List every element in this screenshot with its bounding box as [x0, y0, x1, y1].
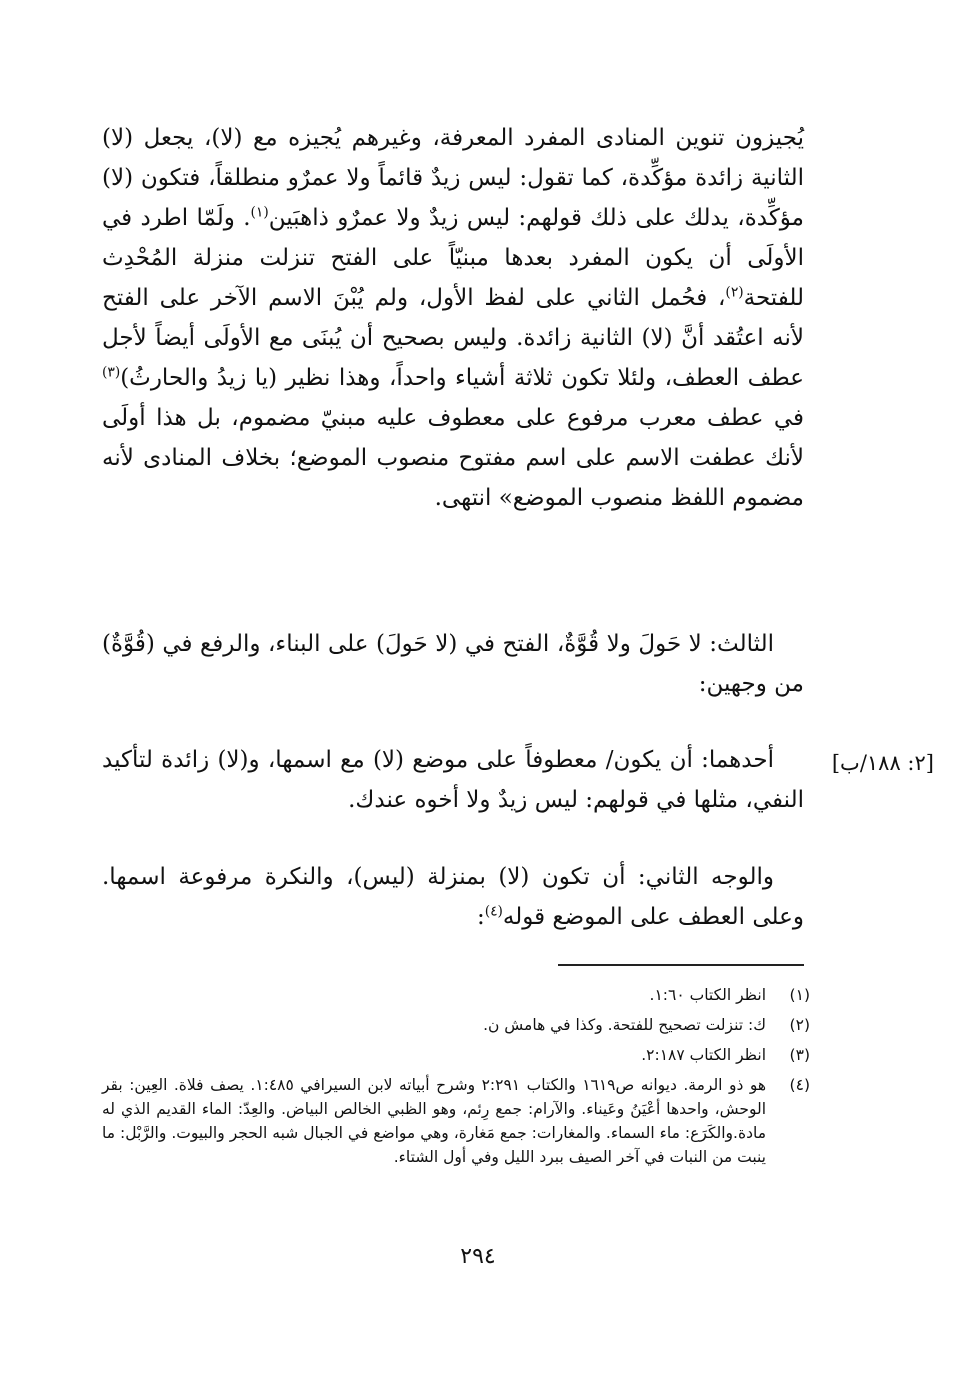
- footnote-text: انظر الكتاب ١:٦٠.: [649, 986, 766, 1004]
- footnote-ref-3[interactable]: (٣): [102, 364, 121, 381]
- paragraph-4-text-a: والوجه الثاني: أن تكون (لا) بمنزلة (ليس)، والنكرة مرفوعة اسمها. وعلى العطف على الموضع قوله: [102, 864, 804, 930]
- footnote-3: [102, 1043, 810, 1067]
- footnote-separator: [558, 964, 804, 966]
- paragraph-1-text-a: يُجيزون تنوين المنادى المفرد المعرفة، وغيرهم يُجيزه مع (لا)، يجعل (لا) الثانية زائدة مؤكِّدة، كما تقول: ليس زيدٌ قائماً ولا عمرٌو منطلقاً، فتكون (لا) مؤكِّدة، يدلك على ذلك قولهم: ليس زيدٌ ولا عمرٌو ذاهبَين: [102, 125, 804, 231]
- paragraph-2: [102, 624, 804, 704]
- paragraph-3-text: أحدهما: أن يكون/ معطوفاً على موضع (لا) مع اسمها، و(لا) زائدة لتأكيد النفي، مثلها في قولهم: ليس زيدٌ ولا أخوه عندك.: [102, 747, 804, 813]
- footnote-number: (٢): [789, 1016, 810, 1034]
- paragraph-4: [102, 857, 804, 937]
- footnote-number: (٣): [789, 1046, 810, 1064]
- footnote-text: ك: تنزلت تصحيح للفتحة. وكذا في هامش ن.: [483, 1016, 766, 1034]
- paragraph-3: [102, 740, 804, 820]
- footnotes: [102, 983, 810, 1175]
- footnote-4: [102, 1073, 810, 1169]
- paragraph-1: [102, 118, 804, 518]
- footnote-text: هو ذو الرمة. ديوانه ص١٦١٩ والكتاب ٢:٢٩١ وشرح أبياته لابن السيرافي ١:٤٨٥. يصف فلاة. العِين: بقر الوحش، واحدها أعْيَنُ وعَيناء. والآرام: جمع رِئم، وهو الظبي الخالص البياض. والعِدّ: الماء القديم الذي له مادة.والكَرَع: ماء السماء. والمغارات: جمع مَغارة، وهي مواضع في الجبال شبه الحجر والبيوت. والرَّبْل: ما ينبت من النبات في آخر الصيف ببرد الليل وفي أول الشتاء.: [102, 1076, 767, 1166]
- footnote-number: (١): [789, 986, 810, 1004]
- footnote-text: انظر الكتاب ٢:١٨٧.: [641, 1046, 766, 1064]
- footnote-2: [102, 1013, 810, 1037]
- paragraph-2-text: الثالث: لا حَولَ ولا قُوَّةٌ، الفتح في (لا حَولَ) على البناء، والرفع في (قُوَّةٌ) من وجهين:: [102, 631, 804, 697]
- footnote-number: (٤): [789, 1076, 810, 1094]
- footnote-ref-4[interactable]: (٤): [484, 903, 503, 920]
- footnote-ref-1[interactable]: (١): [250, 204, 269, 221]
- footnote-1: [102, 983, 810, 1007]
- footnote-ref-2[interactable]: (٢): [725, 284, 744, 301]
- paragraph-4-text-b: :: [476, 904, 485, 930]
- paragraph-1-text-c: ، فحُمل الثاني على لفظ الأول، ولم يُبْنَ الاسم الآخر على الفتح لأنه اعتُقد أنَّ (لا) الثانية زائدة. وليس بصحيح أن يُبنَى مع الأولَى أيضاً لأجل عطف العطف، ولئلا تكون ثلاثة أشياء واحداً، وهذا نظير (يا زيدُ والحارثُ): [102, 285, 804, 391]
- paragraph-1-text-d: في عطف معرب مرفوع على معطوف عليه مبنيّ مضموم، بل هذا أولَى لأنك عطفت الاسم على اسم مفتوح منصوب الموضع؛ بخلاف المنادى لأنه مضموم اللفظ منصوب الموضع» انتهى.: [102, 405, 804, 511]
- margin-manuscript-note: [٢: ١٨٨/ب]: [831, 751, 934, 775]
- page-number: ٢٩٤: [460, 1244, 496, 1269]
- paragraph-1-text-b: . ولَمّا اطرد في الأولَى أن يكون المفرد بعدها مبنيّاً على الفتح تنزلت منزلة المُحْدِث للفتحة: [102, 205, 804, 311]
